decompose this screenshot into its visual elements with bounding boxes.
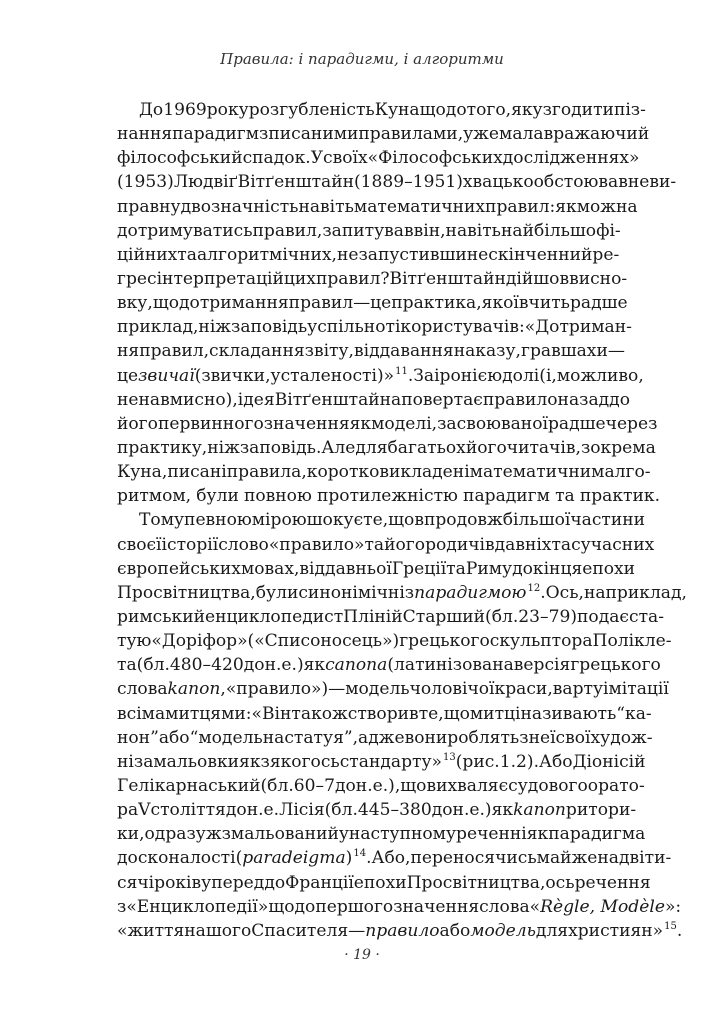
text-line: досконалості (paradeigma)$^{14}$. Або, переносячись майже на дві ти- — [117, 848, 672, 869]
text-line: ритмом, були повною протилежністю парадигм та практик. — [117, 486, 661, 507]
body-text — [117, 98, 687, 943]
text-line: практику, ніж заповідь. Але для багатьох його читачів, зокрема — [117, 437, 656, 458]
text-line: римський енциклопедист Пліній Старший (бл. 23–79) подає ста- — [117, 606, 664, 627]
text-line: вку, що дотримання правил — це практика, якої вчить радше — [117, 293, 628, 314]
text-line: ра V століття до н.е. Лісія (бл. 445–380 до н.е.) як kanon ритори- — [117, 800, 637, 821]
text-line: всіма митцями: «Він також створив те, що митці називають “ка- — [117, 703, 652, 724]
text-line: ційних та алгоритмічних, не запустивши нескінченний ре- — [117, 244, 620, 265]
text-line: нання парадигм з писаними правилами, уже мала вражаючий — [117, 124, 650, 145]
text-line: та (бл. 480–420 до н.е.) як canona (латинізована версія грецького — [117, 655, 661, 676]
text-line: європейських мовах, від давньої Греції та Риму до кінця епохи — [117, 558, 636, 579]
text-line: дотримуватись правил, запитував він, навіть найбільш офі- — [117, 220, 621, 241]
text-line: нон” або “модельна статуя”, адже вони роблять з неї свої худож- — [117, 727, 653, 748]
text-line: тую «Доріфор» («Списоносець») грецького скульптора Полікле- — [117, 631, 672, 652]
text-line: це звичаї (звички, усталеності)»$^{11}$. За іронією долі (і, можливо, — [117, 365, 644, 386]
text-line: «життя нашого Спасителя — правило або модель для християн»$^{15}$. — [117, 920, 683, 941]
text-line: До 1969 року розгубленість Куна щодо того, як узгодити піз- — [139, 100, 646, 120]
text-line: (1953) Людвіґ Вітґенштайн (1889–1951) хвацько обстоював неви- — [117, 172, 677, 193]
text-line: ня правил, складання звіту, віддавання наказу, гра в шахи — — [117, 341, 625, 362]
text-line: з «Енциклопедії» щодо першого значення слова «Règle, Modèle»: — [117, 896, 682, 917]
text-line: Куна, писані правила, коротко викладені математичним алго- — [117, 462, 651, 483]
text-line: Гелікарнаський (бл. 60–7 до н.е.), що вихваляє судового орато- — [117, 775, 645, 796]
text-line: Тому певною мірою шокує те, що впродовж більшої частини — [139, 510, 646, 531]
text-line: ки, одразу ж змальований у наступному реченні як парадигма — [117, 824, 646, 845]
text-line: грес інтерпретацій цих правил? Вітґенштайн дійшов висно- — [117, 268, 628, 289]
text-line: слова kanon, «правило») — модель чоловічої краси, варту імітації — [117, 679, 669, 700]
text-line: приклад, ніж заповідь у спільноті користувачів: «Дотриман- — [117, 317, 632, 338]
text-line: його первинного значення як моделі, засвоюваної радше через — [117, 413, 658, 434]
text-line: ненавмисно), ідея Вітґенштайна повертає правило назад до — [117, 389, 630, 410]
running-head: Правила: і парадигми, і алгоритми — [220, 50, 504, 68]
text-line: Просвітництва, були синонімічні з парадигмою$^{12}$. Ось, наприклад, — [117, 582, 687, 603]
text-line: правну двозначність навіть математичних правил: як можна — [117, 196, 638, 217]
text-line: своєї історії слово «правило» та його родичі в давніх та сучасних — [117, 534, 655, 555]
text-line: сячі років уперед до Франції епохи Просвітництва, ось речення — [117, 872, 651, 893]
text-line: ні замальовки як з якогось стандарту»$^{13}$ (рис. 1.2). Або Діонісій — [117, 751, 646, 772]
page-number: · 19 · — [344, 947, 380, 963]
text-line: філософський спадок. У своїх «Філософських дослідженнях» — [117, 148, 640, 169]
